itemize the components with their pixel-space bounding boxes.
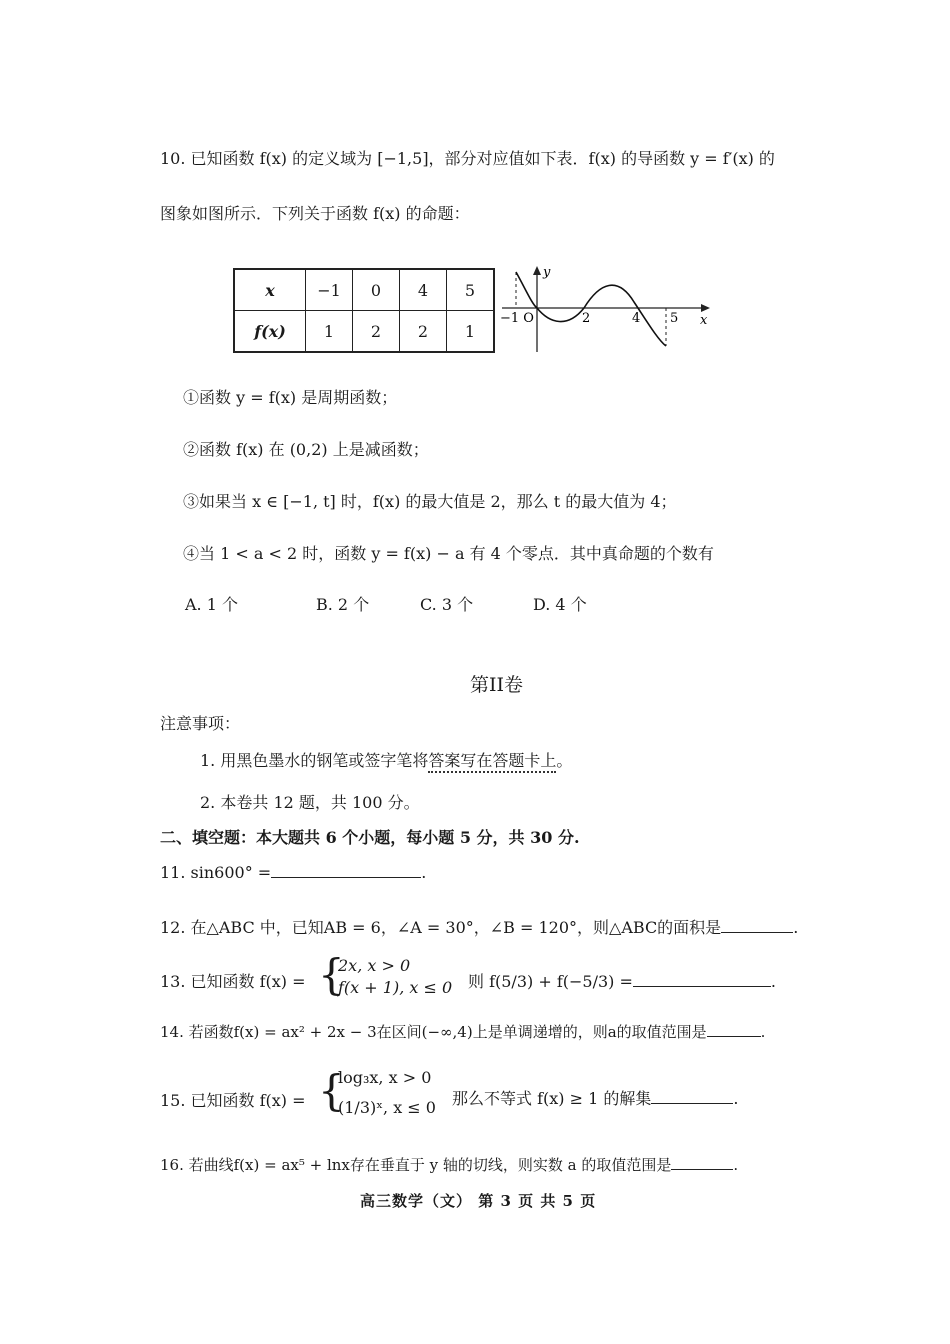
q16-text: 16. 若曲线f(x) = ax⁵ + lnx存在垂直于 y 轴的切线，则实数 a 的取值范围是: [160, 1156, 672, 1174]
q14-text: 14. 若函数f(x) = ax² + 2x − 3在区间(−∞,4)上是单调递增的，则a的取值范围是: [160, 1023, 707, 1041]
table-cell: 2: [400, 311, 447, 353]
table-cell: −1: [306, 269, 353, 311]
q11-text: 11. sin600° =: [160, 863, 272, 882]
table-cell: f(x): [234, 311, 306, 353]
q13-suffix-line: [468, 969, 776, 992]
part-heading: 二、填空题：本大题共 6 个小题，每小题 5 分，共 30 分.: [160, 828, 580, 847]
section-title: 第II卷: [470, 674, 524, 696]
notice-1-prefix: 1. 用黑色墨水的钢笔或签字笔将: [200, 751, 429, 770]
answer-blank: [671, 1155, 733, 1170]
question-16: [160, 1154, 738, 1175]
answer-blank: [721, 918, 793, 933]
q15-suffix: 那么不等式 f(x) ≥ 1 的解集: [452, 1089, 652, 1108]
q15-piece-1: log₃x, x > 0: [338, 1068, 432, 1087]
origin-label: −1 O: [500, 311, 534, 326]
proposition-4: ④当 1 < a < 2 时，函数 y = f(x) − a 有 4 个零点．其中真命题的个数有: [183, 544, 714, 563]
q15-brace: {: [318, 1066, 345, 1115]
question-12: [160, 915, 798, 938]
q15-period: .: [733, 1089, 739, 1108]
table-row-fx: [234, 311, 494, 353]
option-c: C. 3 个: [420, 595, 474, 614]
notice-item-1: [200, 748, 572, 771]
q15-piece-2: (1/3)ˣ, x ≤ 0: [338, 1098, 436, 1117]
answer-blank: [633, 972, 771, 987]
option-a: A. 1 个: [185, 595, 238, 614]
q13-suffix: 则 f(5/3) + f(−5/3) =: [468, 972, 633, 991]
q12-text: 12. 在△ABC 中，已知AB = 6，∠A = 30°，∠B = 120°，则△ABC的面积是: [160, 918, 722, 937]
page-footer: 高三数学（文） 第 3 页 共 5 页: [360, 1192, 597, 1210]
proposition-1: ①函数 y = f(x) 是周期函数；: [183, 388, 398, 407]
notice-1-emphasis: 答案写在答题卡上: [428, 751, 556, 773]
option-b: B. 2 个: [316, 595, 370, 614]
x-label: x: [700, 313, 708, 328]
answer-blank: [651, 1089, 733, 1104]
proposition-3: ③如果当 x ∈ [−1, t] 时，f(x) 的最大值是 2，那么 t 的最大值为 4；: [183, 492, 677, 511]
question-14: [160, 1021, 765, 1042]
q16-period: .: [733, 1156, 739, 1174]
proposition-2: ②函数 f(x) 在 (0,2) 上是减函数；: [183, 440, 429, 459]
q13-period: .: [770, 972, 776, 991]
derivative-graph: [500, 262, 715, 354]
y-axis-arrow: [533, 266, 541, 275]
tick-label-2: 2: [582, 311, 591, 326]
q12-period: .: [793, 918, 799, 937]
table-cell: 4: [400, 269, 447, 311]
q13-brace: {: [318, 950, 345, 999]
q11-period: .: [421, 863, 427, 882]
value-table: [233, 268, 495, 353]
q13-piece-2: f(x + 1), x ≤ 0: [338, 978, 453, 997]
q10-line2: 图象如图所示．下列关于函数 f(x) 的命题：: [160, 204, 470, 223]
notice-1-suffix: 。: [556, 751, 573, 770]
question-11: [160, 863, 426, 882]
tick-label-4: 4: [632, 311, 641, 326]
q13-prefix: 13. 已知函数 f(x) =: [160, 972, 306, 991]
x-axis-arrow: [701, 304, 710, 312]
q14-period: .: [760, 1023, 766, 1041]
table-cell: 2: [353, 311, 400, 353]
notice-item-2: 2. 本卷共 12 题，共 100 分。: [200, 793, 420, 812]
table-cell: 0: [353, 269, 400, 311]
table-row-x: [234, 269, 494, 311]
answer-blank: [271, 863, 421, 878]
q10-line1: 10. 已知函数 f(x) 的定义域为 [−1,5]，部分对应值如下表．f(x) 的导函数 y = f′(x) 的: [160, 149, 775, 168]
q15-prefix: 15. 已知函数 f(x) =: [160, 1091, 306, 1110]
table-cell: 1: [306, 311, 353, 353]
y-label: y: [543, 265, 551, 280]
notice-heading: 注意事项：: [160, 714, 241, 733]
option-d: D. 4 个: [533, 595, 587, 614]
derivative-curve: [516, 272, 666, 346]
q15-suffix-line: [452, 1086, 738, 1109]
table-cell: 1: [447, 311, 495, 353]
table-cell: x: [234, 269, 306, 311]
tick-label-5: 5: [670, 311, 679, 326]
table-cell: 5: [447, 269, 495, 311]
q13-piece-1: 2x, x > 0: [338, 956, 411, 975]
answer-blank: [707, 1022, 761, 1037]
